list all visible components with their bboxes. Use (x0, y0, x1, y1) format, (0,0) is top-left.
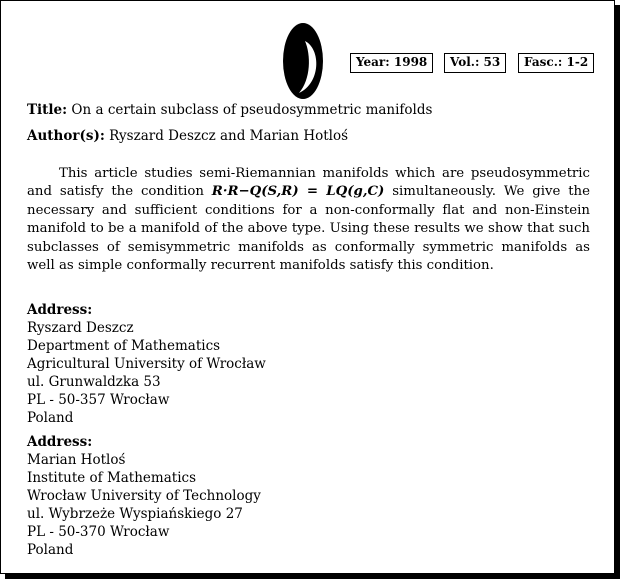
address-line: Institute of Mathematics (27, 470, 197, 486)
address-label: Address: (27, 302, 93, 318)
title-line (27, 102, 432, 118)
abstract (27, 165, 590, 275)
volume-box: Vol.: 53 (444, 53, 506, 73)
address-line: Poland (27, 410, 74, 426)
address-line: Wrocław University of Technology (27, 488, 261, 504)
address-line: ul. Grunwaldzka 53 (27, 374, 161, 390)
abstract-part-1: This article studies semi-Riemannian manifolds which are pseudosymmetric and satisfy the condition (27, 166, 590, 200)
address-line: Ryszard Deszcz (27, 320, 134, 336)
title-label: Title: (27, 102, 68, 118)
address-line: Department of Mathematics (27, 338, 221, 354)
address-block-2 (27, 433, 261, 559)
abstract-part-2: simultaneously. We give the necessary and sufficient conditions for a non-conformally flat and non-Einstein manifold to be a manifold of the above type. Using these results we show that such subclasses of semisymmetric manifolds as conformally symmetric manifolds as well as simple conformally recurrent manifolds satisfy this condition. (27, 184, 590, 274)
address-label: Address: (27, 434, 93, 450)
address-block-1 (27, 301, 266, 427)
abstract-formula: R·R−Q(S,R) = LQ(g,C) (211, 184, 385, 200)
authors-label: Author(s): (27, 128, 105, 144)
address-line: Marian Hotloś (27, 452, 126, 468)
authors-line (27, 128, 348, 144)
address-line: Poland (27, 542, 74, 558)
address-line: PL - 50-370 Wrocław (27, 524, 170, 540)
journal-logo-icon (281, 21, 325, 101)
title-text: On a certain subclass of pseudosymmetric manifolds (71, 102, 433, 118)
address-line: ul. Wybrzeże Wyspiańskiego 27 (27, 506, 243, 522)
address-line: PL - 50-357 Wrocław (27, 392, 170, 408)
fascicle-box: Fasc.: 1-2 (518, 53, 594, 73)
address-line: Agricultural University of Wrocław (27, 356, 266, 372)
year-box: Year: 1998 (350, 53, 433, 73)
authors-text: Ryszard Deszcz and Marian Hotloś (109, 128, 349, 144)
